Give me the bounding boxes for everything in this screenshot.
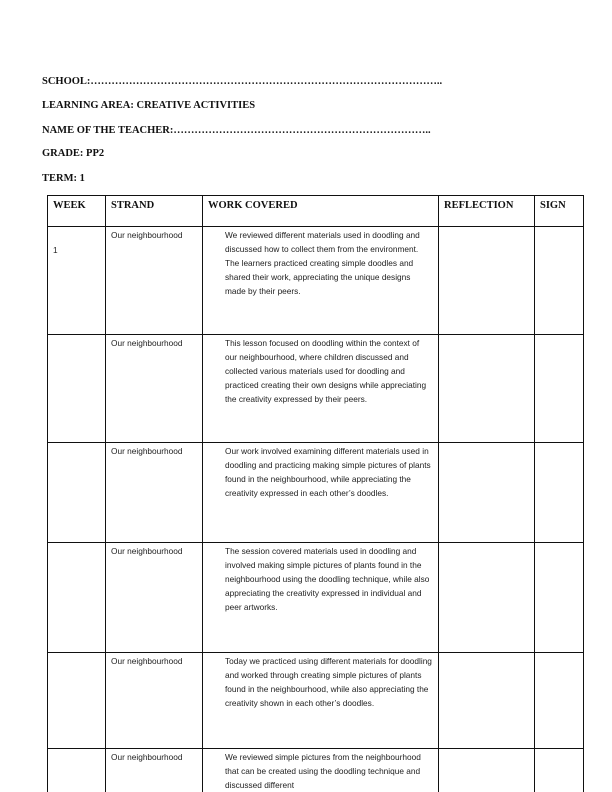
strand-cell: Our neighbourhood <box>106 443 203 543</box>
sign-cell <box>535 653 584 749</box>
strand-cell: Our neighbourhood <box>106 749 203 792</box>
table-row <box>48 443 584 543</box>
week-cell <box>48 335 106 443</box>
work-covered-cell: We reviewed different materials used in doodling and discussed how to collect them from the environment. The learners practiced creating simple doodles and shared their work, appreciating the unique designs made by their peers. <box>203 227 439 335</box>
school-line: SCHOOL:……………………………………………………………………………………….. <box>42 76 443 87</box>
grade: GRADE: PP2 <box>42 148 105 159</box>
week-cell <box>48 653 106 749</box>
column-header-sign: SIGN <box>535 196 584 227</box>
column-header-week: WEEK <box>48 196 106 227</box>
week-cell: 1 <box>48 227 106 335</box>
reflection-cell <box>439 443 535 543</box>
strand-cell: Our neighbourhood <box>106 227 203 335</box>
sign-cell <box>535 443 584 543</box>
sign-cell <box>535 749 584 792</box>
column-header-work-covered: WORK COVERED <box>203 196 439 227</box>
work-covered-table <box>47 195 584 792</box>
strand-cell: Our neighbourhood <box>106 653 203 749</box>
table-row <box>48 749 584 792</box>
table-row <box>48 543 584 653</box>
reflection-cell <box>439 749 535 792</box>
reflection-cell <box>439 543 535 653</box>
work-covered-cell: Our work involved examining different materials used in doodling and practicing making simple pictures of plants found in the neighbourhood, while appreciating the creativity expressed in each other’s doodles. <box>203 443 439 543</box>
table-row <box>48 335 584 443</box>
sign-cell <box>535 227 584 335</box>
strand-cell: Our neighbourhood <box>106 335 203 443</box>
table-row <box>48 227 584 335</box>
work-covered-cell: Today we practiced using different materials for doodling and worked through creating simple pictures of plants found in the neighbourhood, while also appreciating the creativity shown in each other’s doodles. <box>203 653 439 749</box>
reflection-cell <box>439 227 535 335</box>
term: TERM: 1 <box>42 173 85 184</box>
column-header-reflection: REFLECTION <box>439 196 535 227</box>
column-header-strand: STRAND <box>106 196 203 227</box>
work-covered-cell: The session covered materials used in doodling and involved making simple pictures of plants found in the neighbourhood using the doodling technique, while also appreciating the creativity expressed in individual and peer artworks. <box>203 543 439 653</box>
sign-cell <box>535 543 584 653</box>
learning-area: LEARNING AREA: CREATIVE ACTIVITIES <box>42 100 256 111</box>
reflection-cell <box>439 653 535 749</box>
table-header-row <box>48 196 584 227</box>
strand-cell: Our neighbourhood <box>106 543 203 653</box>
week-cell <box>48 443 106 543</box>
week-cell <box>48 749 106 792</box>
work-covered-cell: We reviewed simple pictures from the neighbourhood that can be created using the doodling technique and discussed different <box>203 749 439 792</box>
table-row <box>48 653 584 749</box>
week-cell <box>48 543 106 653</box>
sign-cell <box>535 335 584 443</box>
teacher-line: NAME OF THE TEACHER:……………………………………………………………….. <box>42 125 431 136</box>
reflection-cell <box>439 335 535 443</box>
work-covered-cell: This lesson focused on doodling within the context of our neighbourhood, where children discussed and collected various materials used for doodling and practiced creating their own designs while appreciating the creativity expressed by their peers. <box>203 335 439 443</box>
